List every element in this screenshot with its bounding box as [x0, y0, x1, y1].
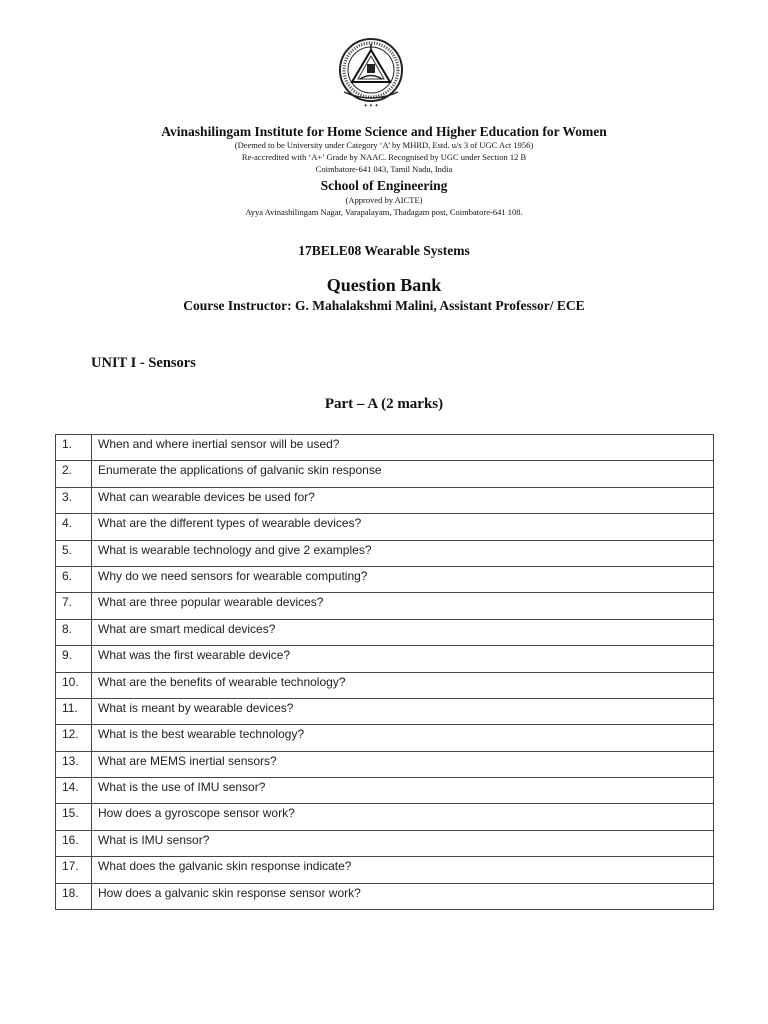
question-text: What are smart medical devices? — [92, 619, 714, 645]
deemed-university-note: (Deemed to be University under Category ‘A’ by MHRD, Estd. u/s 3 of UGC Act 1956) — [234, 140, 534, 150]
question-row — [56, 857, 714, 883]
course-instructor: Course Instructor: G. Mahalakshmi Malini, Assistant Professor/ ECE — [183, 298, 585, 313]
question-table — [55, 434, 714, 910]
question-number: 15. — [56, 804, 92, 830]
question-number: 3. — [56, 487, 92, 513]
part-heading: Part – A (2 marks) — [324, 396, 444, 412]
question-text: What is meant by wearable devices? — [92, 698, 714, 724]
question-text: What are three popular wearable devices? — [92, 593, 714, 619]
question-number: 4. — [56, 514, 92, 540]
question-number: 8. — [56, 619, 92, 645]
question-text: How does a galvanic skin response sensor work? — [92, 883, 714, 909]
question-text: What was the first wearable device? — [92, 646, 714, 672]
question-row — [56, 751, 714, 777]
question-row — [56, 830, 714, 856]
school-address: Ayya Avinashilingam Nagar, Varapalayam, Thadagam post, Coimbatore-641 108. — [245, 207, 523, 217]
question-text: What is wearable technology and give 2 examples? — [92, 540, 714, 566]
question-row — [56, 593, 714, 619]
question-row — [56, 461, 714, 487]
question-row — [56, 672, 714, 698]
question-text: Why do we need sensors for wearable computing? — [92, 566, 714, 592]
question-number: 18. — [56, 883, 92, 909]
question-row — [56, 698, 714, 724]
question-text: When and where inertial sensor will be used? — [92, 435, 714, 461]
svg-text:✦ ✦ ✦: ✦ ✦ ✦ — [363, 104, 379, 109]
question-row — [56, 487, 714, 513]
question-number: 14. — [56, 778, 92, 804]
question-text: What are the different types of wearable devices? — [92, 514, 714, 540]
question-text: What is the use of IMU sensor? — [92, 778, 714, 804]
question-row — [56, 619, 714, 645]
question-number: 10. — [56, 672, 92, 698]
question-text: What is IMU sensor? — [92, 830, 714, 856]
question-row — [56, 725, 714, 751]
question-number: 1. — [56, 435, 92, 461]
institution-seal-logo — [326, 34, 416, 110]
question-row — [56, 540, 714, 566]
question-text: What are the benefits of wearable technology? — [92, 672, 714, 698]
institution-address: Coimbatore-641 043, Tamil Nadu, India — [315, 164, 453, 174]
institution-name: Avinashilingam Institute for Home Science and Higher Education for Women — [161, 124, 607, 139]
question-number: 16. — [56, 830, 92, 856]
question-row — [56, 566, 714, 592]
question-text: How does a gyroscope sensor work? — [92, 804, 714, 830]
question-row — [56, 514, 714, 540]
question-text: What are MEMS inertial sensors? — [92, 751, 714, 777]
question-number: 12. — [56, 725, 92, 751]
course-code-title: 17BELE08 Wearable Systems — [298, 243, 470, 258]
question-number: 9. — [56, 646, 92, 672]
question-row — [56, 435, 714, 461]
question-text: What is the best wearable technology? — [92, 725, 714, 751]
question-number: 17. — [56, 857, 92, 883]
question-number: 11. — [56, 698, 92, 724]
question-number: 2. — [56, 461, 92, 487]
question-number: 6. — [56, 566, 92, 592]
question-number: 5. — [56, 540, 92, 566]
question-row — [56, 804, 714, 830]
school-name: School of Engineering — [320, 178, 448, 193]
unit-heading: UNIT I - Sensors — [91, 355, 196, 371]
document-title: Question Bank — [326, 275, 442, 295]
accreditation-note: Re-accredited with ‘A+’ Grade by NAAC. Recognised by UGC under Section 12 B — [241, 152, 527, 162]
question-row — [56, 883, 714, 909]
question-text: What can wearable devices be used for? — [92, 487, 714, 513]
question-text: What does the galvanic skin response indicate? — [92, 857, 714, 883]
approval-note: (Approved by AICTE) — [345, 195, 423, 205]
question-row — [56, 778, 714, 804]
question-row — [56, 646, 714, 672]
question-text: Enumerate the applications of galvanic skin response — [92, 461, 714, 487]
question-number: 13. — [56, 751, 92, 777]
question-number: 7. — [56, 593, 92, 619]
